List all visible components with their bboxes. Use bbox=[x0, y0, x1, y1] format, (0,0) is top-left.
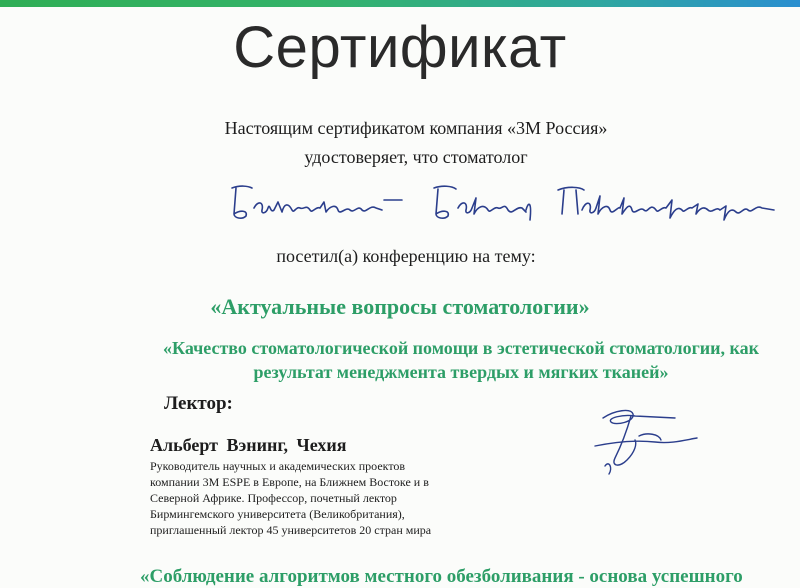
bio-line: Бирмингемского университета (Великобритания), bbox=[150, 507, 405, 521]
lecturer-name: Альберт Вэнинг, Чехия bbox=[150, 435, 347, 455]
lecturer-bio bbox=[150, 458, 480, 538]
topic-2-partial: «Соблюдение алгоритмов местного обезболивания - основа успешного bbox=[140, 566, 743, 587]
intro-line-2: удостоверяет, что стоматолог bbox=[304, 147, 528, 167]
top-color-band bbox=[0, 0, 800, 7]
lecturer-label: Лектор: bbox=[164, 393, 233, 414]
topic-1: «Качество стоматологической помощи в эстетической стоматологии, как результат менеджмента твердых и мягких тканей» bbox=[163, 338, 759, 382]
certificate-title: Сертификат bbox=[233, 15, 567, 80]
bio-line: компании 3M ESPE в Европе, на Ближнем Востоке и в bbox=[150, 475, 429, 489]
intro-line-1: Настоящим сертификатом компания «3М Россия» bbox=[224, 118, 608, 138]
bio-line: Северной Африке. Профессор, почетный лектор bbox=[150, 491, 397, 505]
conference-title: «Актуальные вопросы стоматологии» bbox=[210, 294, 590, 319]
bio-line: Руководитель научных и академических проектов bbox=[150, 459, 406, 473]
handwritten-name bbox=[226, 180, 786, 226]
bio-line: приглашенный лектор 45 университетов 20 стран мира bbox=[150, 523, 432, 537]
attended-line: посетил(а) конференцию на тему: bbox=[276, 246, 536, 266]
lecturer-signature bbox=[575, 396, 725, 486]
